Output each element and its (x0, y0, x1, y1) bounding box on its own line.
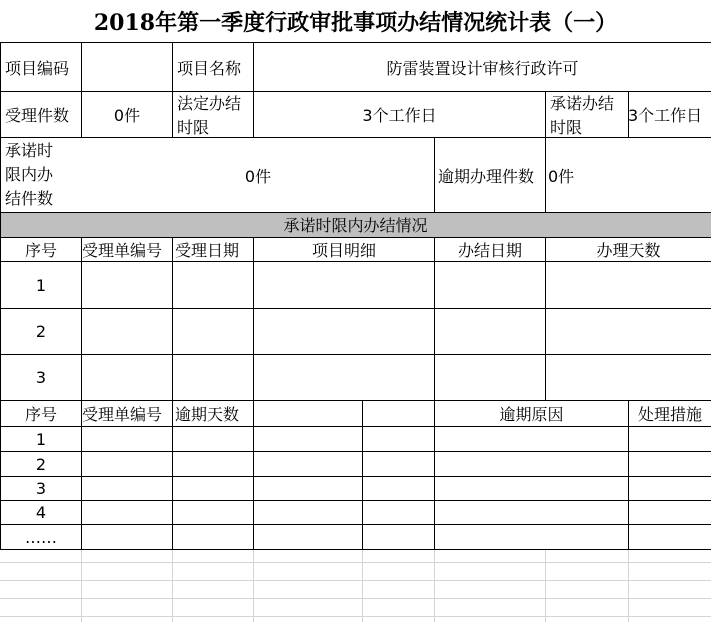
legal-time-label: 法定办结时限 (177, 94, 242, 137)
t2-row-seq-ellipsis: …… (25, 527, 57, 547)
row-line (0, 261, 711, 262)
t2-header-measures: 处理措施 (637, 405, 702, 424)
item-code-label: 项目编码 (5, 58, 70, 78)
gridline (0, 580, 711, 581)
gridline (0, 562, 711, 563)
accepted-count-value[interactable]: 0件 (113, 106, 141, 125)
gridline (172, 550, 173, 622)
gridline (0, 598, 711, 599)
promised-time-value[interactable]: 3个工作日 (628, 106, 703, 125)
t2-row-seq: 3 (35, 479, 47, 498)
t1-header-days: 办理天数 (596, 241, 661, 260)
t2-header-overdue-days: 逾期天数 (175, 405, 240, 424)
row-line (0, 476, 711, 477)
row-line (0, 549, 711, 550)
row-line (0, 524, 711, 525)
row-line (0, 308, 711, 309)
row-line (0, 426, 711, 427)
accepted-count-label: 受理件数 (5, 106, 70, 125)
t2-row-seq: 2 (35, 454, 47, 474)
t2-header-receipt-no: 受理单编号 (82, 405, 163, 424)
t1-row-seq: 3 (35, 368, 47, 387)
item-name-value[interactable]: 防雷装置设计审核行政许可 (386, 58, 579, 78)
page-title: 2018年第一季度行政审批事项办结情况统计表（一） (93, 9, 618, 36)
t1-header-finish-date: 办结日期 (457, 241, 522, 260)
gridline (0, 616, 711, 617)
gridline (362, 550, 363, 622)
gridline (253, 550, 254, 622)
legal-time-value[interactable]: 3个工作日 (362, 106, 437, 125)
t1-header-seq: 序号 (24, 241, 57, 260)
row-line (0, 500, 711, 501)
t2-row-seq: 1 (35, 429, 47, 449)
col-line (362, 400, 363, 550)
t2-header-overdue-reason: 逾期原因 (499, 405, 564, 424)
promised-time-label: 承诺办结时限 (550, 94, 615, 137)
overdue-count-label: 逾期办理件数 (438, 166, 535, 186)
row-line (0, 451, 711, 452)
gridline (434, 550, 435, 622)
gridline (81, 550, 82, 622)
item-code-value[interactable] (82, 43, 172, 91)
row-line (0, 354, 711, 355)
t1-header-detail: 项目明细 (311, 241, 376, 260)
section-title: 承诺时限内办结情况 (283, 216, 428, 235)
completed-within-label: 承诺时限内办结件数 (5, 141, 54, 208)
col-line (545, 237, 546, 401)
completed-within-value[interactable]: 0件 (244, 166, 272, 186)
gridline (545, 550, 546, 622)
t1-row-seq: 2 (35, 322, 47, 341)
col-line (81, 237, 82, 550)
col-line (253, 237, 254, 550)
t2-header-seq: 序号 (24, 405, 57, 424)
t1-row-seq: 1 (35, 275, 47, 295)
item-name-label: 项目名称 (177, 58, 242, 78)
t1-header-accept-date: 受理日期 (175, 241, 240, 260)
col-line (172, 237, 173, 550)
gridline (628, 550, 629, 622)
t2-row-seq: 4 (35, 503, 47, 522)
t1-header-receipt-no: 受理单编号 (82, 241, 163, 260)
overdue-count-value[interactable]: 0件 (548, 166, 575, 186)
col-line (434, 237, 435, 550)
